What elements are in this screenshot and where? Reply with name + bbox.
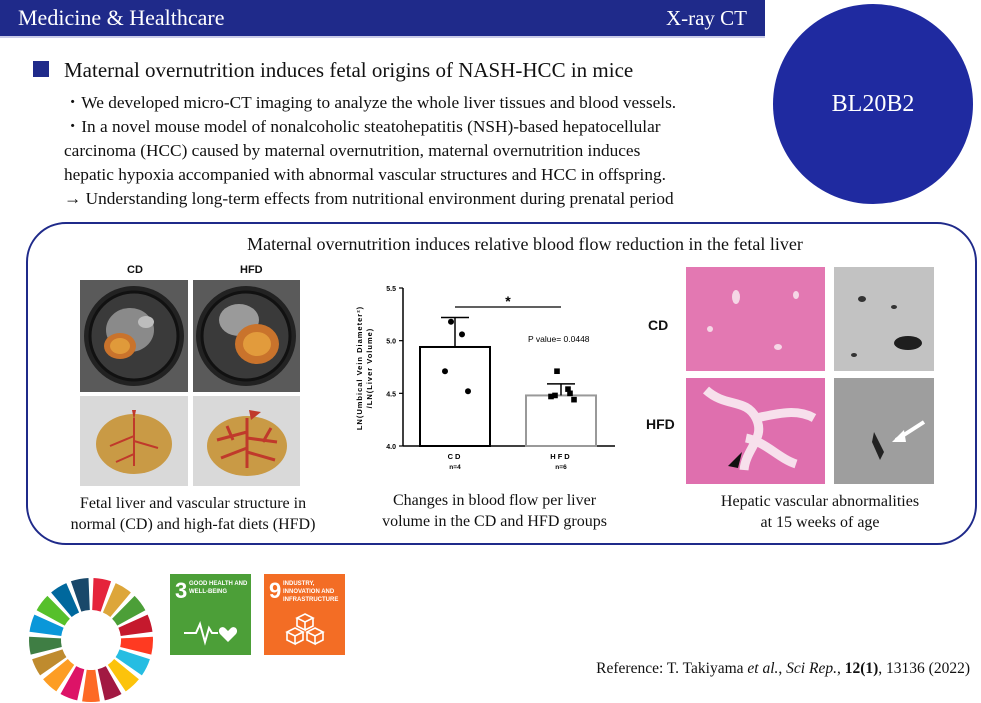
bar-hfd <box>526 395 596 446</box>
beamline-badge: BL20B2 <box>773 4 973 204</box>
reference-volume: 12(1) <box>844 660 879 677</box>
y-tick-label: 5.0 <box>386 338 396 346</box>
reference-journal: Sci Rep. <box>786 660 837 677</box>
modality-label: X-ray CT <box>665 6 747 30</box>
sdg-3-tile <box>170 574 251 655</box>
middle-caption-2: volume in the CD and HFD groups <box>382 513 607 530</box>
data-point-hfd <box>552 393 558 399</box>
desc-line-2: ・In a novel mouse model of nonalcoholic steatohepatitis (NSH)-based hepatocellular <box>64 117 661 136</box>
data-point-cd <box>465 388 471 394</box>
sdg-9-number: 9 <box>269 578 282 603</box>
infrastructure-cubes-icon <box>284 612 326 650</box>
data-point-cd <box>459 331 465 337</box>
headline: Maternal overnutrition induces fetal origins of NASH-HCC in mice <box>64 58 634 82</box>
reference-sep2: , <box>836 660 845 677</box>
left-hfd-label: HFD <box>240 264 263 276</box>
desc-line-1: ・We developed micro-CT imaging to analyze the whole liver tissues and blood vessels. <box>64 93 677 112</box>
middle-caption-1: Changes in blood flow per liver <box>392 492 597 509</box>
category-title: Medicine & Healthcare <box>18 5 225 30</box>
data-point-cd <box>448 319 454 325</box>
sdg-9-label: INDUSTRY, INNOVATION AND INFRASTRUCTURE <box>283 581 339 603</box>
liver-render-cd <box>80 396 188 486</box>
reference-pages-year: , 13136 (2022) <box>878 660 970 677</box>
significance-star: * <box>505 293 511 309</box>
reference-sep: , <box>778 660 787 677</box>
reference <box>596 660 970 678</box>
ct-slice-cd <box>834 267 934 371</box>
bar-cd <box>420 347 490 446</box>
panel-title: Maternal overnutrition induces relative blood flow reduction in the fetal liver <box>247 234 803 254</box>
sdg-3-number: 3 <box>175 578 188 603</box>
reference-etal: et al. <box>747 660 779 677</box>
sdg-wheel-icon <box>28 577 154 703</box>
desc-line-3: carcinoma (HCC) caused by maternal overnutrition, maternal overnutrition induces <box>64 141 641 160</box>
header-bar <box>0 0 765 36</box>
liver-render-hfd <box>193 396 300 486</box>
blood-flow-chart <box>345 270 645 485</box>
heartbeat-icon <box>184 618 238 648</box>
right-hfd-label: HFD <box>646 416 675 432</box>
sdg-9-tile <box>264 574 345 655</box>
right-caption-1: Hepatic vascular abnormalities <box>720 493 920 510</box>
he-stain-cd <box>686 267 825 371</box>
right-cd-label: CD <box>648 317 669 333</box>
left-caption-2: normal (CD) and high-fat diets (HFD) <box>70 516 316 533</box>
headline-bullet-icon <box>33 61 49 77</box>
reference-authors: Reference: T. Takiyama <box>596 660 748 677</box>
desc-line-5: → Understanding long-term effects from nutritional environment during prenatal period <box>64 189 674 208</box>
sdg-3-label: GOOD HEALTH AND WELL-BEING <box>189 581 248 595</box>
y-axis-label-2: /LN(Liver Volume) <box>365 327 374 409</box>
left-cd-label: CD <box>127 264 143 276</box>
right-caption-2: at 15 weeks of age <box>760 514 880 531</box>
data-point-cd <box>442 368 448 374</box>
desc-line-4: hepatic hypoxia accompanied with abnormal vascular structures and HCC in offspring. <box>64 165 666 184</box>
y-axis-label-1: LN(Umbical Vein Diameter²) <box>355 305 364 431</box>
x-tick-label-cd: CD <box>447 452 463 461</box>
y-tick-label: 4.5 <box>386 391 396 399</box>
n-label-cd: n=4 <box>449 464 461 471</box>
ct-image-hfd <box>193 280 300 392</box>
ct-image-cd <box>80 280 188 392</box>
he-stain-hfd <box>686 378 825 484</box>
header-divider <box>0 36 765 38</box>
p-value-label: P value= 0.0448 <box>528 334 590 344</box>
data-point-hfd <box>567 391 573 397</box>
sdg-wheel-segment <box>82 670 100 702</box>
left-caption-1: Fetal liver and vascular structure in <box>79 495 307 512</box>
y-tick-label: 5.5 <box>386 286 396 293</box>
data-point-hfd <box>554 368 560 374</box>
n-label-hfd: n=6 <box>555 464 567 471</box>
ct-slice-hfd <box>834 378 934 484</box>
y-tick-label: 4.0 <box>386 444 396 451</box>
data-point-hfd <box>571 397 577 403</box>
x-tick-label-hfd: HFD <box>550 452 572 461</box>
